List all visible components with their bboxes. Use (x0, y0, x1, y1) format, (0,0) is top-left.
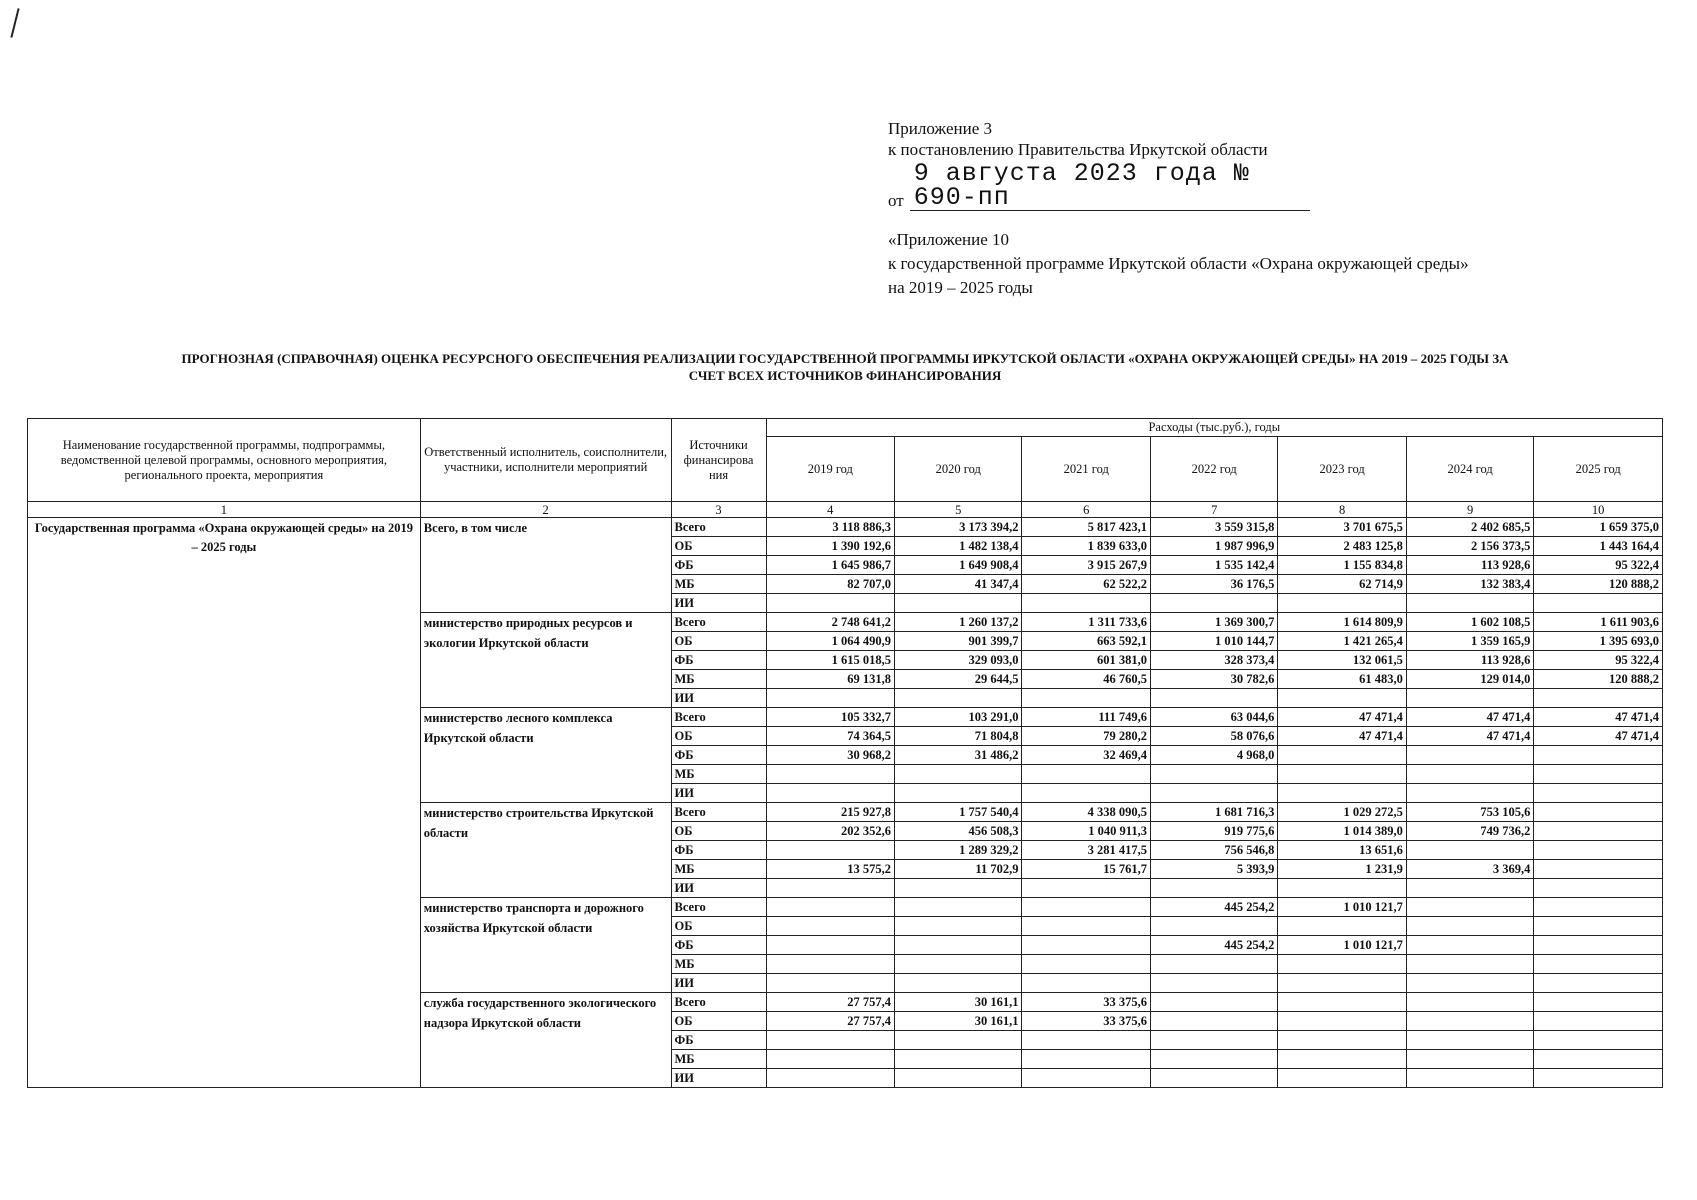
value-cell: 3 915 267,9 (1022, 556, 1150, 575)
source-cell: ФБ (671, 936, 766, 955)
value-cell: 3 701 675,5 (1278, 518, 1406, 537)
value-cell (766, 879, 894, 898)
source-cell: ОБ (671, 822, 766, 841)
from-label: от (888, 191, 904, 210)
value-cell: 1 369 300,7 (1150, 613, 1277, 632)
value-cell (766, 974, 894, 993)
value-cell: 27 757,4 (766, 1012, 894, 1031)
value-cell: 1 602 108,5 (1406, 613, 1533, 632)
value-cell: 30 968,2 (766, 746, 894, 765)
source-cell: Всего (671, 898, 766, 917)
value-cell: 47 471,4 (1534, 727, 1663, 746)
value-cell (895, 917, 1022, 936)
col-number: 4 (766, 502, 894, 518)
document-title (40, 350, 1650, 384)
value-cell: 1 289 329,2 (895, 841, 1022, 860)
value-cell: 919 775,6 (1150, 822, 1277, 841)
value-cell (895, 936, 1022, 955)
source-cell: ИИ (671, 879, 766, 898)
value-cell (1022, 1050, 1150, 1069)
value-cell: 63 044,6 (1150, 708, 1277, 727)
executor-cell: министерство природных ресурсов и экологии Иркутской области (420, 613, 671, 708)
value-cell: 1 659 375,0 (1534, 518, 1663, 537)
value-cell (1406, 917, 1533, 936)
value-cell (895, 1069, 1022, 1088)
value-cell (1022, 1069, 1150, 1088)
col-number: 1 (28, 502, 421, 518)
value-cell (1534, 879, 1663, 898)
value-cell: 15 761,7 (1022, 860, 1150, 879)
value-cell (1150, 993, 1277, 1012)
value-cell (1406, 1050, 1533, 1069)
value-cell: 4 338 090,5 (1022, 803, 1150, 822)
value-cell: 36 176,5 (1150, 575, 1277, 594)
value-cell: 1 645 986,7 (766, 556, 894, 575)
value-cell: 3 369,4 (1406, 860, 1533, 879)
source-cell: МБ (671, 575, 766, 594)
value-cell: 11 702,9 (895, 860, 1022, 879)
value-cell: 13 651,6 (1278, 841, 1406, 860)
document-title-line2: СЧЕТ ВСЕХ ИСТОЧНИКОВ ФИНАНСИРОВАНИЯ (688, 368, 1002, 383)
value-cell (1150, 784, 1277, 803)
value-cell (766, 1031, 894, 1050)
value-cell (1406, 784, 1533, 803)
value-cell (1406, 594, 1533, 613)
value-cell (1534, 955, 1663, 974)
source-cell: МБ (671, 1050, 766, 1069)
program-appendix-years: на 2019 – 2025 годы (888, 278, 1033, 297)
resource-table (27, 418, 1663, 1088)
value-cell: 58 076,6 (1150, 727, 1277, 746)
value-cell (1534, 784, 1663, 803)
value-cell (1534, 594, 1663, 613)
value-cell: 105 332,7 (766, 708, 894, 727)
value-cell (1022, 594, 1150, 613)
value-cell: 1 010 121,7 (1278, 898, 1406, 917)
value-cell: 47 471,4 (1278, 708, 1406, 727)
value-cell (1406, 898, 1533, 917)
col-number: 6 (1022, 502, 1150, 518)
value-cell (895, 898, 1022, 917)
value-cell (766, 784, 894, 803)
value-cell (766, 1050, 894, 1069)
col-number: 7 (1150, 502, 1277, 518)
value-cell: 3 118 886,3 (766, 518, 894, 537)
value-cell (766, 1069, 894, 1088)
value-cell: 113 928,6 (1406, 556, 1533, 575)
value-cell (1278, 1050, 1406, 1069)
value-cell: 2 748 641,2 (766, 613, 894, 632)
value-cell (1278, 594, 1406, 613)
value-cell (1406, 955, 1533, 974)
value-cell: 1 260 137,2 (895, 613, 1022, 632)
value-cell (1406, 1069, 1533, 1088)
value-cell (1150, 879, 1277, 898)
value-cell (1022, 689, 1150, 708)
resolution-date-stamp: 9 августа 2023 года № 690-пп (910, 162, 1310, 211)
table-body (28, 518, 1663, 1088)
value-cell: 1 029 272,5 (1278, 803, 1406, 822)
value-cell: 132 383,4 (1406, 575, 1533, 594)
source-cell: МБ (671, 765, 766, 784)
value-cell (1150, 955, 1277, 974)
value-cell (1534, 746, 1663, 765)
value-cell: 30 161,1 (895, 993, 1022, 1012)
source-cell: ФБ (671, 841, 766, 860)
appendix-number: Приложение 3 (888, 119, 992, 138)
value-cell: 202 352,6 (766, 822, 894, 841)
value-cell: 1 359 165,9 (1406, 632, 1533, 651)
col-header-executor: Ответственный исполнитель, соисполнители, участники, исполнители мероприятий (420, 419, 671, 502)
value-cell (1278, 784, 1406, 803)
value-cell (1534, 974, 1663, 993)
value-cell: 5 393,9 (1150, 860, 1277, 879)
value-cell (1534, 765, 1663, 784)
value-cell: 47 471,4 (1278, 727, 1406, 746)
value-cell: 1 839 633,0 (1022, 537, 1150, 556)
source-cell: Всего (671, 613, 766, 632)
value-cell (766, 841, 894, 860)
source-cell: ИИ (671, 1069, 766, 1088)
value-cell (1022, 917, 1150, 936)
value-cell: 601 381,0 (1022, 651, 1150, 670)
value-cell (1406, 993, 1533, 1012)
value-cell: 215 927,8 (766, 803, 894, 822)
value-cell: 62 522,2 (1022, 575, 1150, 594)
value-cell: 1 395 693,0 (1534, 632, 1663, 651)
value-cell (766, 765, 894, 784)
value-cell: 753 105,6 (1406, 803, 1533, 822)
value-cell: 32 469,4 (1022, 746, 1150, 765)
value-cell: 1 614 809,9 (1278, 613, 1406, 632)
col-header-year: 2024 год (1406, 437, 1533, 502)
value-cell: 1 010 121,7 (1278, 936, 1406, 955)
value-cell: 30 161,1 (895, 1012, 1022, 1031)
value-cell (766, 898, 894, 917)
value-cell (1534, 822, 1663, 841)
value-cell: 71 804,8 (895, 727, 1022, 746)
resolution-date-line (888, 159, 1310, 212)
value-cell (1534, 841, 1663, 860)
table-row (28, 518, 1663, 537)
value-cell: 1 421 265,4 (1278, 632, 1406, 651)
value-cell: 1 615 018,5 (766, 651, 894, 670)
executor-cell: министерство лесного комплекса Иркутской области (420, 708, 671, 803)
source-cell: МБ (671, 860, 766, 879)
value-cell: 445 254,2 (1150, 936, 1277, 955)
executor-cell: министерство транспорта и дорожного хозяйства Иркутской области (420, 898, 671, 993)
col-header-year: 2022 год (1150, 437, 1277, 502)
value-cell (1406, 765, 1533, 784)
value-cell: 1 040 911,3 (1022, 822, 1150, 841)
value-cell: 74 364,5 (766, 727, 894, 746)
value-cell: 95 322,4 (1534, 556, 1663, 575)
value-cell (766, 955, 894, 974)
value-cell (895, 689, 1022, 708)
value-cell (1150, 689, 1277, 708)
value-cell: 749 736,2 (1406, 822, 1533, 841)
value-cell (1534, 1050, 1663, 1069)
value-cell: 61 483,0 (1278, 670, 1406, 689)
value-cell: 111 749,6 (1022, 708, 1150, 727)
value-cell: 2 156 373,5 (1406, 537, 1533, 556)
value-cell (1278, 917, 1406, 936)
value-cell: 95 322,4 (1534, 651, 1663, 670)
value-cell (1406, 974, 1533, 993)
value-cell: 328 373,4 (1150, 651, 1277, 670)
value-cell: 46 760,5 (1022, 670, 1150, 689)
value-cell: 69 131,8 (766, 670, 894, 689)
value-cell (1278, 993, 1406, 1012)
value-cell (1150, 1069, 1277, 1088)
value-cell (766, 917, 894, 936)
value-cell: 901 399,7 (895, 632, 1022, 651)
value-cell: 5 817 423,1 (1022, 518, 1150, 537)
value-cell (1278, 765, 1406, 784)
value-cell (1534, 1069, 1663, 1088)
program-appendix-number: «Приложение 10 (888, 230, 1009, 249)
value-cell: 132 061,5 (1278, 651, 1406, 670)
value-cell: 113 928,6 (1406, 651, 1533, 670)
executor-cell: министерство строительства Иркутской области (420, 803, 671, 898)
value-cell: 663 592,1 (1022, 632, 1150, 651)
value-cell: 1 757 540,4 (895, 803, 1022, 822)
value-cell (1534, 898, 1663, 917)
value-cell (1534, 936, 1663, 955)
value-cell: 3 173 394,2 (895, 518, 1022, 537)
value-cell: 120 888,2 (1534, 575, 1663, 594)
value-cell (1278, 955, 1406, 974)
source-cell: МБ (671, 670, 766, 689)
value-cell: 2 402 685,5 (1406, 518, 1533, 537)
value-cell (1406, 746, 1533, 765)
value-cell: 1 987 996,9 (1150, 537, 1277, 556)
value-cell: 31 486,2 (895, 746, 1022, 765)
value-cell: 103 291,0 (895, 708, 1022, 727)
value-cell (1534, 1031, 1663, 1050)
value-cell (1406, 689, 1533, 708)
value-cell (1534, 1012, 1663, 1031)
source-cell: Всего (671, 993, 766, 1012)
value-cell (1022, 879, 1150, 898)
value-cell: 1 010 144,7 (1150, 632, 1277, 651)
value-cell (895, 594, 1022, 613)
value-cell: 41 347,4 (895, 575, 1022, 594)
value-cell: 29 644,5 (895, 670, 1022, 689)
value-cell (1022, 784, 1150, 803)
value-cell: 1 064 490,9 (766, 632, 894, 651)
value-cell: 1 155 834,8 (1278, 556, 1406, 575)
program-appendix-header (888, 228, 1469, 300)
value-cell (1534, 917, 1663, 936)
executor-cell: Всего, в том числе (420, 518, 671, 613)
value-cell: 62 714,9 (1278, 575, 1406, 594)
value-cell (1278, 879, 1406, 898)
source-cell: Всего (671, 708, 766, 727)
source-cell: ОБ (671, 1012, 766, 1031)
document-title-line1: ПРОГНОЗНАЯ (СПРАВОЧНАЯ) ОЦЕНКА РЕСУРСНОГО ОБЕСПЕЧЕНИЯ РЕАЛИЗАЦИИ ГОСУДАРСТВЕННОЙ ПРОГРАММЫ ИРКУТСКОЙ ОБЛАСТИ «ОХРАНА ОКРУЖАЮЩЕЙ СРЕДЫ» НА 2019 – 2025 ГОДЫ ЗА (181, 351, 1509, 366)
value-cell (895, 974, 1022, 993)
value-cell: 47 471,4 (1406, 727, 1533, 746)
value-cell: 47 471,4 (1406, 708, 1533, 727)
source-cell: МБ (671, 955, 766, 974)
value-cell (766, 689, 894, 708)
col-header-expenses: Расходы (тыс.руб.), годы (766, 419, 1662, 437)
value-cell: 13 575,2 (766, 860, 894, 879)
col-number: 5 (895, 502, 1022, 518)
col-number: 9 (1406, 502, 1533, 518)
source-cell: Всего (671, 518, 766, 537)
value-cell: 129 014,0 (1406, 670, 1533, 689)
col-header-name: Наименование государственной программы, подпрограммы, ведомственной целевой программы, основного мероприятия, регионального проекта, мероприятия (28, 419, 421, 502)
value-cell: 2 483 125,8 (1278, 537, 1406, 556)
value-cell: 1 535 142,4 (1150, 556, 1277, 575)
col-header-year: 2019 год (766, 437, 894, 502)
source-cell: ФБ (671, 556, 766, 575)
source-cell: ФБ (671, 746, 766, 765)
value-cell: 47 471,4 (1534, 708, 1663, 727)
value-cell (1022, 974, 1150, 993)
value-cell (1534, 689, 1663, 708)
col-number: 8 (1278, 502, 1406, 518)
value-cell: 1 231,9 (1278, 860, 1406, 879)
value-cell: 1 311 733,6 (1022, 613, 1150, 632)
value-cell: 1 649 908,4 (895, 556, 1022, 575)
value-cell: 1 390 192,6 (766, 537, 894, 556)
value-cell (1278, 1031, 1406, 1050)
value-cell (895, 784, 1022, 803)
value-cell (1150, 765, 1277, 784)
value-cell: 33 375,6 (1022, 993, 1150, 1012)
value-cell (1534, 993, 1663, 1012)
source-cell: ИИ (671, 784, 766, 803)
col-number: 10 (1534, 502, 1663, 518)
value-cell (1406, 936, 1533, 955)
appendix-header (888, 118, 1310, 211)
value-cell (895, 765, 1022, 784)
value-cell (1150, 1031, 1277, 1050)
value-cell: 1 611 903,6 (1534, 613, 1663, 632)
appendix-resolution: к постановлению Правительства Иркутской области (888, 140, 1268, 159)
value-cell (895, 1050, 1022, 1069)
value-cell (1022, 1031, 1150, 1050)
value-cell (895, 1031, 1022, 1050)
value-cell: 445 254,2 (1150, 898, 1277, 917)
value-cell: 1 482 138,4 (895, 537, 1022, 556)
value-cell (1278, 1012, 1406, 1031)
value-cell (1150, 974, 1277, 993)
value-cell (1406, 1031, 1533, 1050)
source-cell: ФБ (671, 1031, 766, 1050)
value-cell: 30 782,6 (1150, 670, 1277, 689)
value-cell: 1 014 389,0 (1278, 822, 1406, 841)
value-cell (766, 594, 894, 613)
value-cell (1406, 1012, 1533, 1031)
col-header-year: 2023 год (1278, 437, 1406, 502)
value-cell (1022, 765, 1150, 784)
source-cell: ИИ (671, 594, 766, 613)
col-number: 3 (671, 502, 766, 518)
source-cell: ФБ (671, 651, 766, 670)
source-cell: Всего (671, 803, 766, 822)
value-cell (1150, 1012, 1277, 1031)
value-cell (1534, 860, 1663, 879)
value-cell: 3 559 315,8 (1150, 518, 1277, 537)
value-cell (1534, 803, 1663, 822)
source-cell: ОБ (671, 537, 766, 556)
value-cell: 3 281 417,5 (1022, 841, 1150, 860)
value-cell (1150, 1050, 1277, 1069)
value-cell (1150, 594, 1277, 613)
value-cell (1406, 841, 1533, 860)
value-cell: 27 757,4 (766, 993, 894, 1012)
value-cell: 120 888,2 (1534, 670, 1663, 689)
value-cell (1022, 936, 1150, 955)
col-number: 2 (420, 502, 671, 518)
value-cell: 756 546,8 (1150, 841, 1277, 860)
col-header-source: Источники финансирова ния (671, 419, 766, 502)
value-cell (1022, 898, 1150, 917)
value-cell (1278, 689, 1406, 708)
source-cell: ОБ (671, 917, 766, 936)
value-cell (1150, 917, 1277, 936)
value-cell (895, 879, 1022, 898)
value-cell: 1 681 716,3 (1150, 803, 1277, 822)
source-cell: ИИ (671, 974, 766, 993)
pen-mark (10, 8, 19, 38)
col-header-year: 2020 год (895, 437, 1022, 502)
value-cell: 329 093,0 (895, 651, 1022, 670)
source-cell: ОБ (671, 727, 766, 746)
value-cell: 33 375,6 (1022, 1012, 1150, 1031)
value-cell (1022, 955, 1150, 974)
value-cell: 1 443 164,4 (1534, 537, 1663, 556)
value-cell (1278, 974, 1406, 993)
value-cell: 4 968,0 (1150, 746, 1277, 765)
value-cell (766, 936, 894, 955)
value-cell (895, 955, 1022, 974)
program-appendix-program: к государственной программе Иркутской области «Охрана окружающей среды» (888, 254, 1469, 273)
value-cell: 82 707,0 (766, 575, 894, 594)
value-cell (1406, 879, 1533, 898)
program-name-cell: Государственная программа «Охрана окружающей среды» на 2019 – 2025 годы (28, 518, 421, 1088)
source-cell: ОБ (671, 632, 766, 651)
source-cell: ИИ (671, 689, 766, 708)
value-cell (1278, 746, 1406, 765)
value-cell (1278, 1069, 1406, 1088)
executor-cell: служба государственного экологического надзора Иркутской области (420, 993, 671, 1088)
value-cell: 79 280,2 (1022, 727, 1150, 746)
col-header-year: 2025 год (1534, 437, 1663, 502)
value-cell: 456 508,3 (895, 822, 1022, 841)
col-header-year: 2021 год (1022, 437, 1150, 502)
